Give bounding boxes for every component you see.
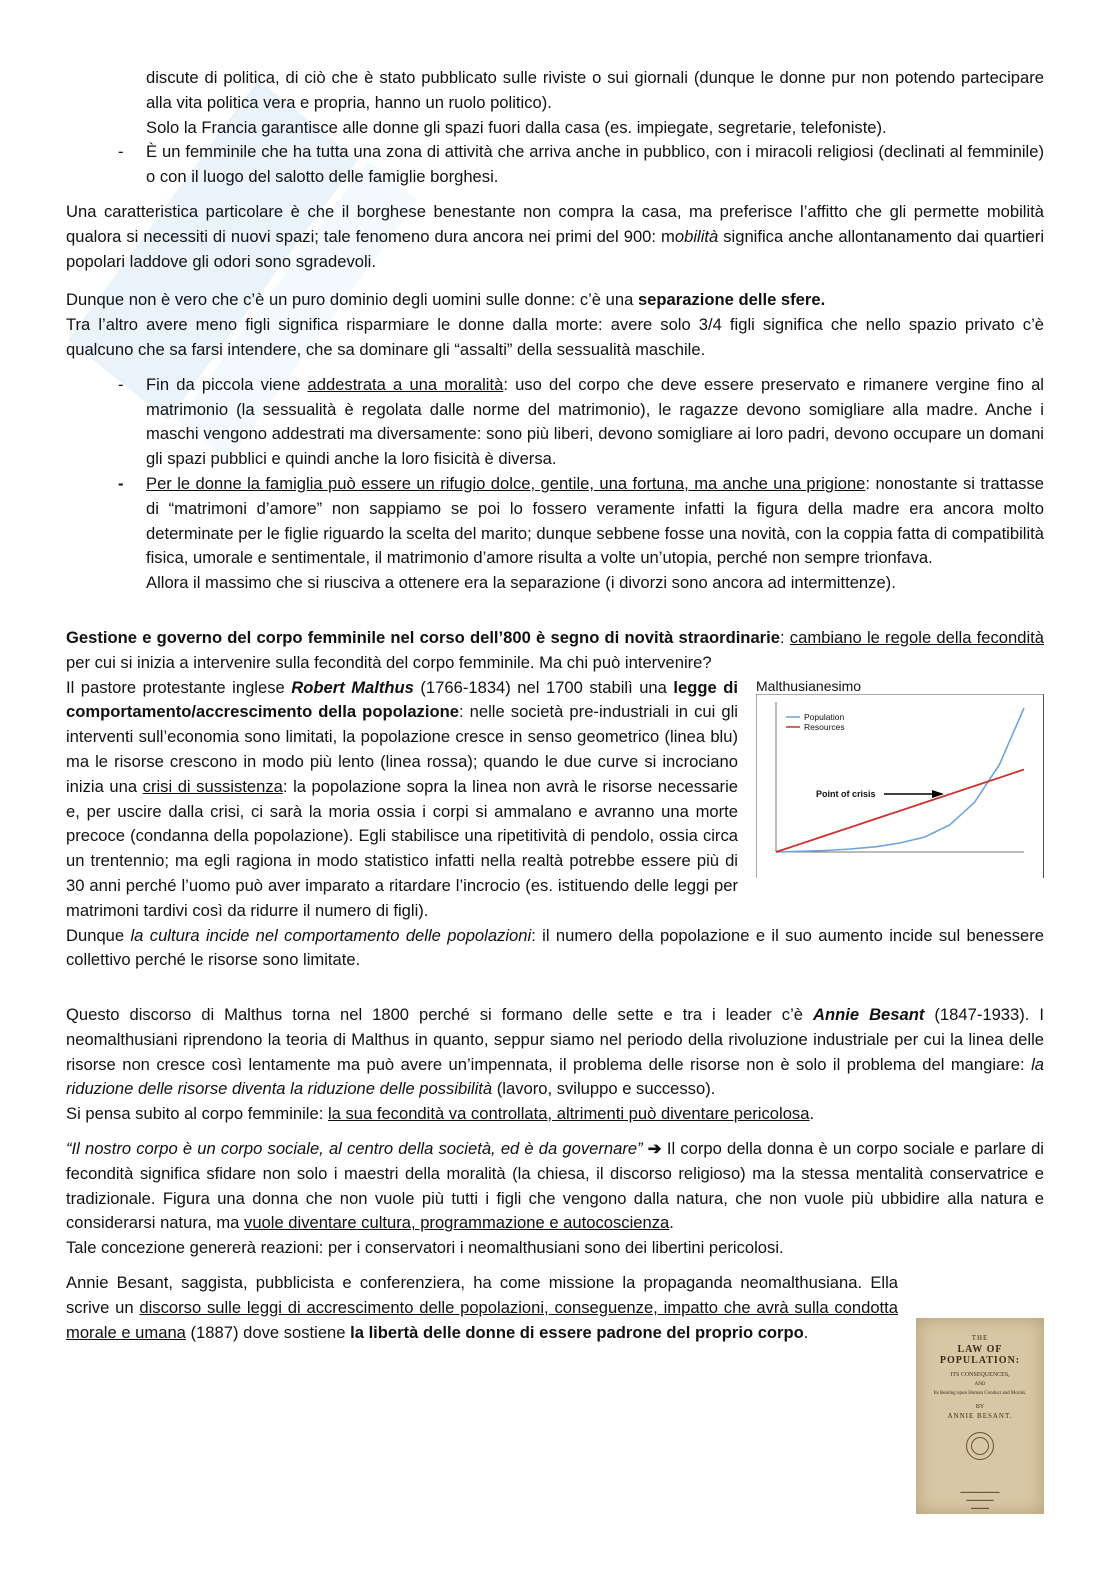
bold-italic-span: Robert Malthus [291,677,414,697]
text-span: . [803,1322,809,1342]
bold-italic-span: Annie Besant [813,1005,925,1025]
book-title: LAW OF POPULATION: [939,1344,1021,1366]
text-span: : uso del corpo che deve essere preservato e rimanere vergine fino al matrimonio (la sessualità è regolata dalle norme del matrimonio), le ragazze devono somigliare alla madre. Anche i maschi vengono addestrati ma diversamente: sono più liberi, devono somigliare ai loro padri, devono occupare un domani gli spazi pubblici e quindi anche la loro fisicità è diversa. [146,374,1044,469]
underlined-span: addestrata a una moralità [307,374,504,394]
text-span: : il numero della popolazione e il suo aumento incide sul benessere collettivo perché le risorse sono limitate. [66,925,1044,970]
italic-span: obilità [674,226,719,246]
book-cover-image [916,1318,1044,1514]
paragraph-gestione [66,626,1044,676]
text-span: Annie Besant, saggista, pubblicista e conferenziera, ha come missione la propaganda neomalthusiana. Ella scrive un [66,1273,898,1317]
text-span: : la popolazione sopra la linea non avrà le risorse necessarie e, per uscire dalla crisi, ci sarà la moria ossia i corpi si ammalano e avranno una morte precoce (condanna della popolazione). Egli stabilisce una ripetitività di pendolo, ossia circa un trentennio; ma egli ragiona in modo statistico infatti nella realtà potrebbe essere più di 30 anni perché l’uomo può aver imparato a ritardare l’incrocio (es. istituendo delle leggi per matrimoni tardivi così da ridurre il numero di figli). [66,776,738,920]
paragraph-corpo-sociale [66,1137,1044,1236]
text-span: . [669,1213,674,1233]
bullet-dash: - [118,142,124,162]
underlined-span: discorso sulle leggi di accrescimento delle popolazioni, conseguenze, impatto che avrà sulla condotta morale e umana [66,1297,898,1342]
bullet-femminile-text: È un femminile che ha tutta una zona di attività che arriva anche in pubblico, con i miracoli religiosi (declinati al femminile) o con il luogo del salotto delle famiglie borghesi. [146,142,1044,187]
malthusianism-chart [756,678,1044,878]
series-line-resources [776,769,1024,852]
paragraph-mobilita [66,200,1044,274]
chart-annotation-label: Point of crisis [816,788,876,799]
text-span: : nelle società pre-industriali in cui gli interventi sull’economia sono limitati, la popolazione cresce in senso geometrico (linea blu) ma le risorse crescono in modo più lento (linea rossa); quando le due curve si incrociano inizia una [66,702,738,796]
text-span: Questo discorso di Malthus torna nel 1800 perché si formano delle sette e tra i leader c’è [66,1005,813,1025]
chart-plot [756,694,1044,878]
chart-legend [786,712,845,732]
paragraph-dominio [66,288,1044,313]
italic-span: la riduzione delle risorse diventa la riduzione delle possibilità [66,1054,1044,1099]
text-span: . [809,1104,815,1124]
text-span: Dunque [66,925,131,945]
arrow-glyph: ➔ [642,1139,667,1159]
book-subtitle: ITS CONSEQUENCES, [950,1372,1010,1378]
bold-span: la libertà delle donne di essere padrone del proprio corpo [350,1322,804,1342]
book-seal-icon [966,1432,994,1460]
book-subtitle-and: AND [974,1382,986,1387]
legend-label-resources: Resources [804,721,845,732]
text-span: per cui si inizia a intervenire sulla fecondità del corpo femminile. Ma chi può intervenire? [66,652,712,672]
underlined-span: Per le donne la famiglia può essere un rifugio dolce, gentile, una fortuna, ma anche una prigione [146,473,866,493]
text-span: : nonostante si trattasse di “matrimoni d’amore” non sappiamo se poi lo fossero veramente infatti la figura della madre era ancora molto determinate per le figlie riguardo la scelta del marito; dunque sebbene fosse una novità, con la coppia fatta di compatibilità fisica, umorale e sentimentale, il matrimonio d’amore risulta a volte un’utopia, perché non sempre trionfava. [146,473,1044,568]
bold-span: legge di comportamento/accrescimento della popolazione [66,677,738,722]
paragraph-neomalthus [66,1003,1044,1102]
book-the: THE [971,1334,989,1342]
underlined-span: la sua fecondità va controllata, altrimenti può diventare pericolosa [327,1104,810,1124]
continuation-line-2: Solo la Francia garantisce alle donne gli spazi fuori dalla casa (es. impiegate, segretarie, telefoniste). [146,117,887,137]
italic-span: la cultura incide nel comportamento delle popolazioni [130,925,532,945]
separazione-line: Allora il massimo che si riusciva a ottenere era la separazione (i divorzi sono ancora ad intermittenze). [146,573,896,593]
book-author: ANNIE BESANT. [947,1412,1013,1420]
text-span: Dunque non è vero che c’è un puro dominio degli uomini sulle donne: c’è una [66,290,638,310]
paragraph-besant [66,1271,898,1345]
text-span: Il pastore protestante inglese [66,677,292,697]
legend-label-population: Population [804,711,845,722]
underlined-span: vuole diventare cultura, programmazione e autocoscienza [244,1213,670,1233]
book-subtitle-2: Its Bearing upon Human Conduct and Morals. [933,1391,1027,1396]
paragraph-reazioni: Tale concezione genererà reazioni: per i conservatori i neomalthusiani sono dei libertini pericolosi. [66,1238,784,1258]
italic-quote: “Il nostro corpo è un corpo sociale, al centro della società, ed è da governare” [66,1139,643,1159]
paragraph-figli: Tra l’altro avere meno figli significa risparmiare le donne dalla morte: avere solo 3/4 figli significa che nello spazio privato c’è qualcuno che sa farsi intendere, che sa dominare gli “assalti” della sessualità maschile. [66,315,1044,359]
underlined-span: crisi di sussistenza [142,776,283,796]
text-span: significa anche allontanamento dai quartieri popolari laddove gli odori sono sgradevoli. [66,226,1045,271]
text-span: : [779,627,790,647]
bullet-dash: - [118,473,124,493]
paragraph-fecondita [66,1102,1044,1127]
bullet-dash: - [118,374,124,394]
text-span: (lavoro, sviluppo e successo). [492,1079,716,1099]
continuation-line-1: discute di politica, di ciò che è stato pubblicato sulle riviste o sui giornali (dunque le donne pur non potendo partecipare alla vita politica vera e propria, hanno un ruolo politico). [146,68,1044,112]
text-span: Una caratteristica particolare è che il borghese benestante non compra la casa, ma preferisce l’affitto che gli permette mobilità qualora si necessiti di nuovi spazi; tale fenomeno dura ancora nei primi del 900: m [66,201,1044,246]
bold-span: Gestione e governo del corpo femminile nel corso dell’800 è segno di novità straordinarie [66,627,780,647]
text-span: Fin da piccola viene [146,374,308,394]
bullet-famiglia [66,472,1044,571]
book-by: BY [975,1404,985,1410]
paragraph-cultura [66,924,1044,974]
chart-title: Malthusianesimo [756,677,862,694]
text-span: Si pensa subito al corpo femminile: [66,1104,328,1124]
text-span: (1887) dove sostiene [185,1322,351,1342]
bold-span: separazione delle sfere. [637,290,826,310]
underlined-span: cambiano le regole della fecondità [789,627,1044,647]
bullet-femminile [66,140,1044,190]
document-page [66,66,1044,1345]
text-span: (1766-1834) nel 1700 stabilì una [413,677,674,697]
bullet-moralita [66,373,1044,472]
text-span: (1847-1933). I neomalthusiani riprendono la teoria di Malthus in quanto, seppur siamo nel periodo della rivoluzione industriale per cui la linea delle risorse non cresce così lentamente ma può avere un’impennata, il problema delle risorse non è solo il problema del mangiare: [66,1005,1044,1074]
text-span: Il corpo della donna è un corpo sociale e parlare di fecondità significa sfidare non solo i maestri della moralità (la chiesa, il discorso religioso) ma la stessa mentalità conservatrice e tradizionale. Figura una donna che non vuole più tutti i figli che vengono dalla natura, che non vuole più ubbidire alla natura e considerarsi natura, ma [66,1139,1044,1233]
book-imprint: ━━━━━━━━━━━━━ ━━━━━━━━━ ━━━━━━ [960,1491,1000,1512]
